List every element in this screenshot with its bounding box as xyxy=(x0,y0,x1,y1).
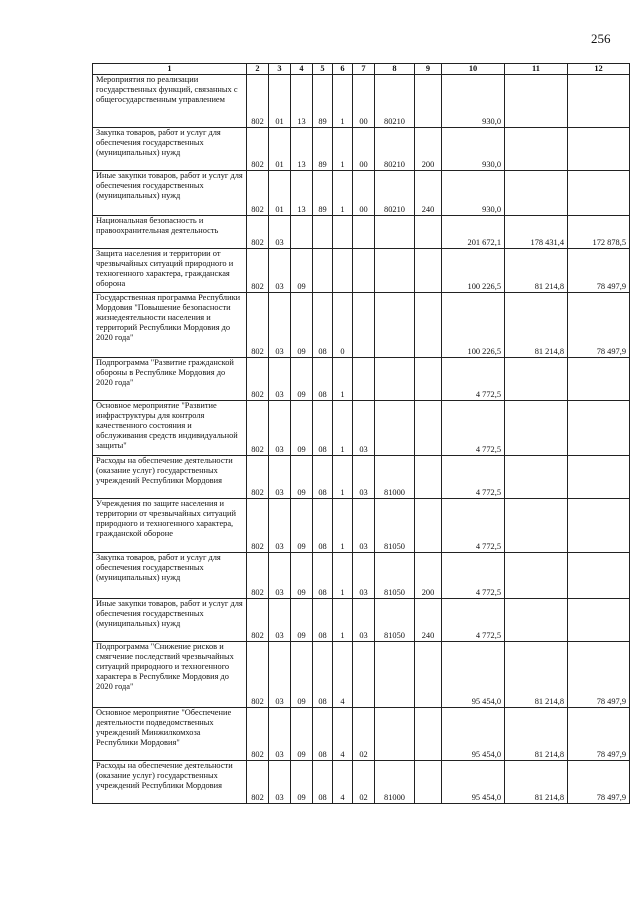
cell-c6: 1 xyxy=(333,456,353,499)
table-row xyxy=(93,456,630,499)
cell-c10: 930,0 xyxy=(442,75,505,128)
cell-c6: 1 xyxy=(333,128,353,171)
cell-c12: 78 497,9 xyxy=(568,249,630,293)
cell-c6: 1 xyxy=(333,499,353,553)
cell-c8: 81050 xyxy=(375,599,415,642)
cell-c7 xyxy=(353,216,375,249)
cell-c3: 03 xyxy=(269,456,291,499)
cell-c9 xyxy=(415,761,442,804)
cell-c2: 802 xyxy=(247,708,269,761)
cell-c3: 03 xyxy=(269,499,291,553)
row-name-cell: Закупка товаров, работ и услуг для обеспечения государственных (муниципальных) нужд xyxy=(93,553,247,599)
cell-c8 xyxy=(375,358,415,401)
cell-c10: 95 454,0 xyxy=(442,708,505,761)
cell-c8: 80210 xyxy=(375,171,415,216)
budget-table xyxy=(92,63,630,804)
cell-c12 xyxy=(568,75,630,128)
cell-c8: 80210 xyxy=(375,75,415,128)
cell-c3: 03 xyxy=(269,401,291,456)
column-header: 8 xyxy=(375,64,415,75)
row-name-cell: Защита населения и территории от чрезвычайных ситуаций природного и техногенного характера, гражданская оборона xyxy=(93,249,247,293)
cell-c4: 09 xyxy=(291,358,313,401)
cell-c3: 01 xyxy=(269,128,291,171)
cell-c10: 930,0 xyxy=(442,171,505,216)
table-row xyxy=(93,642,630,708)
cell-c9 xyxy=(415,708,442,761)
cell-c11: 81 214,8 xyxy=(505,249,568,293)
cell-c7: 00 xyxy=(353,128,375,171)
cell-c10: 201 672,1 xyxy=(442,216,505,249)
cell-c2: 802 xyxy=(247,499,269,553)
cell-c7: 00 xyxy=(353,75,375,128)
cell-c3: 03 xyxy=(269,249,291,293)
cell-c2: 802 xyxy=(247,249,269,293)
cell-c8 xyxy=(375,708,415,761)
cell-c11 xyxy=(505,75,568,128)
cell-c5: 08 xyxy=(313,499,333,553)
cell-c3: 03 xyxy=(269,358,291,401)
table-row xyxy=(93,401,630,456)
cell-c3: 03 xyxy=(269,293,291,358)
table-row xyxy=(93,553,630,599)
cell-c5: 08 xyxy=(313,401,333,456)
row-name-cell: Расходы на обеспечение деятельности (оказание услуг) государственных учреждений Республики Мордовия xyxy=(93,456,247,499)
cell-c4: 09 xyxy=(291,456,313,499)
cell-c12 xyxy=(568,553,630,599)
row-name-cell: Иные закупки товаров, работ и услуг для обеспечения государственных (муниципальных) нужд xyxy=(93,599,247,642)
cell-c5: 89 xyxy=(313,128,333,171)
row-name-cell: Государственная программа Республики Мордовия "Повышение безопасности жизнедеятельности населения и территорий Республики Мордовия до 2020 года" xyxy=(93,293,247,358)
cell-c5: 08 xyxy=(313,599,333,642)
cell-c10: 4 772,5 xyxy=(442,499,505,553)
cell-c8 xyxy=(375,401,415,456)
cell-c10: 4 772,5 xyxy=(442,456,505,499)
cell-c7: 02 xyxy=(353,761,375,804)
row-name-cell: Закупка товаров, работ и услуг для обеспечения государственных (муниципальных) нужд xyxy=(93,128,247,171)
cell-c9: 200 xyxy=(415,553,442,599)
cell-c8: 81000 xyxy=(375,761,415,804)
cell-c12 xyxy=(568,171,630,216)
cell-c12: 78 497,9 xyxy=(568,642,630,708)
cell-c8 xyxy=(375,216,415,249)
cell-c6 xyxy=(333,249,353,293)
cell-c3: 01 xyxy=(269,171,291,216)
cell-c9 xyxy=(415,401,442,456)
cell-c10: 95 454,0 xyxy=(442,761,505,804)
cell-c2: 802 xyxy=(247,75,269,128)
cell-c12: 78 497,9 xyxy=(568,708,630,761)
cell-c5: 08 xyxy=(313,761,333,804)
cell-c4: 09 xyxy=(291,599,313,642)
cell-c7: 03 xyxy=(353,553,375,599)
column-header: 6 xyxy=(333,64,353,75)
row-name-cell: Основное мероприятие "Развитие инфраструктуры для контроля качественного состояния и обслуживания средств индивидуальной защиты" xyxy=(93,401,247,456)
column-header: 5 xyxy=(313,64,333,75)
table-header-row xyxy=(93,64,630,75)
cell-c8: 81050 xyxy=(375,553,415,599)
cell-c10: 100 226,5 xyxy=(442,293,505,358)
cell-c5: 08 xyxy=(313,553,333,599)
cell-c7 xyxy=(353,249,375,293)
cell-c3: 03 xyxy=(269,642,291,708)
column-header: 12 xyxy=(568,64,630,75)
page-number: 256 xyxy=(591,31,611,46)
cell-c6: 1 xyxy=(333,358,353,401)
cell-c2: 802 xyxy=(247,761,269,804)
cell-c9 xyxy=(415,642,442,708)
cell-c4: 09 xyxy=(291,642,313,708)
cell-c8 xyxy=(375,293,415,358)
cell-c12: 78 497,9 xyxy=(568,761,630,804)
row-name-cell: Учреждения по защите населения и территории от чрезвычайных ситуаций природного и техногенного характера, гражданской обороне xyxy=(93,499,247,553)
cell-c6: 1 xyxy=(333,599,353,642)
cell-c4: 09 xyxy=(291,293,313,358)
cell-c9 xyxy=(415,293,442,358)
cell-c2: 802 xyxy=(247,358,269,401)
table-row xyxy=(93,249,630,293)
cell-c12 xyxy=(568,456,630,499)
cell-c4: 13 xyxy=(291,171,313,216)
cell-c11: 81 214,8 xyxy=(505,293,568,358)
cell-c7 xyxy=(353,293,375,358)
cell-c9: 240 xyxy=(415,599,442,642)
cell-c7: 03 xyxy=(353,499,375,553)
cell-c11 xyxy=(505,128,568,171)
cell-c12: 172 878,5 xyxy=(568,216,630,249)
cell-c6: 4 xyxy=(333,761,353,804)
cell-c2: 802 xyxy=(247,642,269,708)
column-header: 2 xyxy=(247,64,269,75)
row-name-cell: Подпрограмма "Развитие гражданской обороны в Республике Мордовия до 2020 года" xyxy=(93,358,247,401)
table-row xyxy=(93,499,630,553)
cell-c7: 02 xyxy=(353,708,375,761)
column-header: 4 xyxy=(291,64,313,75)
cell-c9 xyxy=(415,499,442,553)
cell-c8: 81050 xyxy=(375,499,415,553)
cell-c3: 01 xyxy=(269,75,291,128)
row-name-cell: Национальная безопасность и правоохранительная деятельность xyxy=(93,216,247,249)
cell-c2: 802 xyxy=(247,293,269,358)
cell-c12: 78 497,9 xyxy=(568,293,630,358)
cell-c2: 802 xyxy=(247,171,269,216)
cell-c3: 03 xyxy=(269,216,291,249)
cell-c10: 95 454,0 xyxy=(442,642,505,708)
cell-c2: 802 xyxy=(247,456,269,499)
cell-c2: 802 xyxy=(247,128,269,171)
cell-c12 xyxy=(568,128,630,171)
row-name-cell: Подпрограмма "Снижение рисков и смягчение последствий чрезвычайных ситуаций природного и техногенного характера в Республике Мордовия до 2020 года" xyxy=(93,642,247,708)
row-name-cell: Расходы на обеспечение деятельности (оказание услуг) государственных учреждений Республики Мордовия xyxy=(93,761,247,804)
cell-c6: 4 xyxy=(333,708,353,761)
cell-c11: 81 214,8 xyxy=(505,708,568,761)
table-row xyxy=(93,216,630,249)
cell-c4: 09 xyxy=(291,553,313,599)
cell-c6: 0 xyxy=(333,293,353,358)
cell-c4 xyxy=(291,216,313,249)
cell-c5 xyxy=(313,216,333,249)
cell-c9 xyxy=(415,216,442,249)
cell-c8: 81000 xyxy=(375,456,415,499)
cell-c4: 09 xyxy=(291,708,313,761)
cell-c6: 1 xyxy=(333,171,353,216)
row-name-cell: Иные закупки товаров, работ и услуг для обеспечения государственных (муниципальных) нужд xyxy=(93,171,247,216)
cell-c7 xyxy=(353,642,375,708)
cell-c5: 08 xyxy=(313,358,333,401)
cell-c6: 1 xyxy=(333,553,353,599)
cell-c10: 100 226,5 xyxy=(442,249,505,293)
cell-c11 xyxy=(505,171,568,216)
cell-c7: 03 xyxy=(353,599,375,642)
cell-c12 xyxy=(568,358,630,401)
cell-c5: 89 xyxy=(313,171,333,216)
column-header: 7 xyxy=(353,64,375,75)
cell-c7: 00 xyxy=(353,171,375,216)
table-row xyxy=(93,761,630,804)
cell-c10: 4 772,5 xyxy=(442,401,505,456)
cell-c12 xyxy=(568,499,630,553)
cell-c7 xyxy=(353,358,375,401)
table-row xyxy=(93,358,630,401)
table-row xyxy=(93,75,630,128)
cell-c5: 89 xyxy=(313,75,333,128)
cell-c4: 09 xyxy=(291,249,313,293)
cell-c5 xyxy=(313,249,333,293)
row-name-cell: Основное мероприятие "Обеспечение деятельности подведомственных учреждений Минжилкомхоза Республики Мордовия" xyxy=(93,708,247,761)
cell-c6: 1 xyxy=(333,75,353,128)
cell-c11 xyxy=(505,599,568,642)
cell-c8: 80210 xyxy=(375,128,415,171)
cell-c6 xyxy=(333,216,353,249)
cell-c5: 08 xyxy=(313,456,333,499)
column-header: 9 xyxy=(415,64,442,75)
cell-c7: 03 xyxy=(353,401,375,456)
table-body xyxy=(93,75,630,804)
cell-c3: 03 xyxy=(269,599,291,642)
cell-c8 xyxy=(375,249,415,293)
cell-c11 xyxy=(505,456,568,499)
column-header: 11 xyxy=(505,64,568,75)
cell-c3: 03 xyxy=(269,553,291,599)
cell-c11 xyxy=(505,358,568,401)
row-name-cell: Мероприятия по реализации государственных функций, связанных с общегосударственным управлением xyxy=(93,75,247,128)
cell-c9: 200 xyxy=(415,128,442,171)
cell-c5: 08 xyxy=(313,642,333,708)
cell-c9 xyxy=(415,456,442,499)
cell-c6: 1 xyxy=(333,401,353,456)
cell-c9 xyxy=(415,358,442,401)
cell-c3: 03 xyxy=(269,708,291,761)
cell-c11 xyxy=(505,553,568,599)
cell-c8 xyxy=(375,642,415,708)
cell-c9: 240 xyxy=(415,171,442,216)
cell-c4: 09 xyxy=(291,499,313,553)
table-row xyxy=(93,708,630,761)
cell-c10: 4 772,5 xyxy=(442,358,505,401)
table-row xyxy=(93,128,630,171)
cell-c12 xyxy=(568,401,630,456)
table-row xyxy=(93,599,630,642)
column-header: 3 xyxy=(269,64,291,75)
table-row xyxy=(93,171,630,216)
cell-c10: 4 772,5 xyxy=(442,553,505,599)
cell-c9 xyxy=(415,75,442,128)
cell-c5: 08 xyxy=(313,708,333,761)
cell-c7: 03 xyxy=(353,456,375,499)
cell-c5: 08 xyxy=(313,293,333,358)
cell-c11 xyxy=(505,401,568,456)
cell-c4: 09 xyxy=(291,401,313,456)
cell-c10: 930,0 xyxy=(442,128,505,171)
cell-c2: 802 xyxy=(247,401,269,456)
cell-c2: 802 xyxy=(247,599,269,642)
cell-c11: 81 214,8 xyxy=(505,642,568,708)
column-header: 1 xyxy=(93,64,247,75)
cell-c4: 09 xyxy=(291,761,313,804)
cell-c11 xyxy=(505,499,568,553)
cell-c9 xyxy=(415,249,442,293)
cell-c3: 03 xyxy=(269,761,291,804)
cell-c11: 178 431,4 xyxy=(505,216,568,249)
cell-c12 xyxy=(568,599,630,642)
cell-c11: 81 214,8 xyxy=(505,761,568,804)
column-header: 10 xyxy=(442,64,505,75)
cell-c2: 802 xyxy=(247,216,269,249)
cell-c4: 13 xyxy=(291,75,313,128)
cell-c4: 13 xyxy=(291,128,313,171)
cell-c2: 802 xyxy=(247,553,269,599)
cell-c6: 4 xyxy=(333,642,353,708)
cell-c10: 4 772,5 xyxy=(442,599,505,642)
table-row xyxy=(93,293,630,358)
